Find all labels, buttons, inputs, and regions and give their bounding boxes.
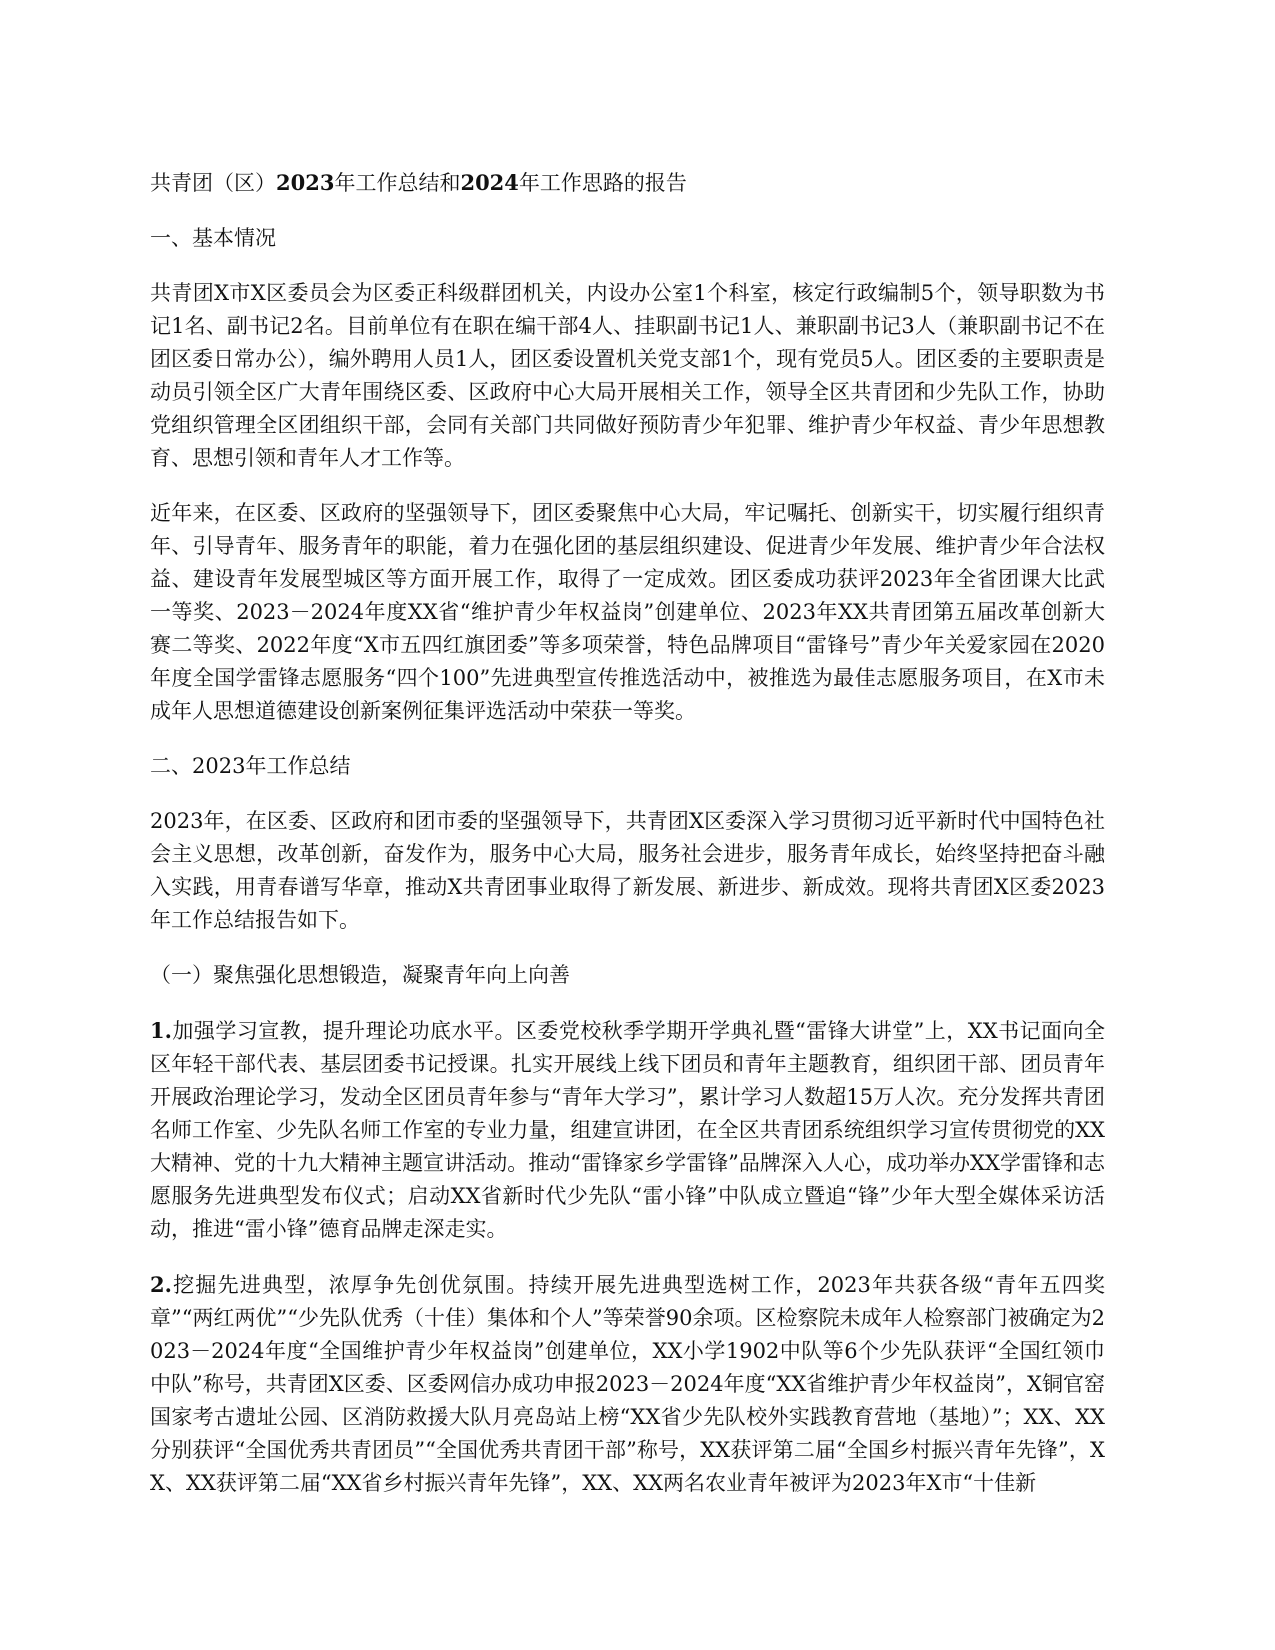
subsection-heading-thought: （一）聚焦强化思想锻造，凝聚青年向上向善 (150, 963, 570, 987)
title-year: 2024 (460, 170, 519, 195)
paragraph-item-2 (150, 1268, 1105, 1500)
item-text: 加强学习宣教，提升理论功底水平。区委党校秋季学期开学典礼暨“雷锋大讲堂”上，XX书记面向全区年轻干部代表、基层团委书记授课。扎实开展线上线下团员和青年主题教育，组织团干部、团员青年开展政治理论学习，发动全区团员青年参与“青年大学习”，累计学习人数超15万人次。充分发挥共青团名师工作室、少先队名师工作室的专业力量，组建宣讲团，在全区共青团系统组织学习宣传贯彻党的XX大精神、党的十九大精神主题宣讲活动。推动“雷锋家乡学雷锋”品牌深入人心，成功举办XX学雷锋和志愿服务先进典型发布仪式；启动XX省新时代少先队“雷小锋”中队成立暨追“锋”少年大型全媒体采访活动，推进“雷小锋”德育品牌走深走实。 (150, 1019, 1105, 1241)
title-part: 年工作总结和 (334, 171, 461, 195)
paragraph-item-1 (150, 1014, 1105, 1246)
title-part: 共青团（区） (150, 171, 276, 195)
item-number: 2. (150, 1272, 172, 1297)
title-year: 2023 (276, 170, 335, 195)
document-body (150, 166, 1105, 1522)
paragraph-basic-overview: 共青团X市X区委员会为区委正科级群团机关，内设办公室1个科室，核定行政编制5个，领导职数为书记1名、副书记2名。目前单位有在职在编干部4人、挂职副书记1人、兼职副书记3人（兼职副书记不在团区委日常办公），编外聘用人员1人，团区委设置机关党支部1个，现有党员5人。团区委的主要职责是动员引领全区广大青年围绕区委、区政府中心大局开展相关工作，领导全区共青团和少先队工作，协助党组织管理全区团组织干部，会同有关部门共同做好预防青少年犯罪、维护青少年权益、青少年思想教育、思想引领和青年人才工作等。 (150, 281, 1105, 470)
section-heading-summary: 二、2023年工作总结 (150, 754, 351, 778)
item-text: 挖掘先进典型，浓厚争先创优氛围。持续开展先进典型选树工作，2023年共获各级“青年五四奖章”“两红两优”“少先队优秀（十佳）集体和个人”等荣誉90余项。区检察院未成年人检察部门被确定为2023－2024年度“全国维护青少年权益岗”创建单位，XX小学1902中队等6个少先队获评“全国红领巾中队”称号，共青团X区委、区委网信办成功申报2023－2024年度“XX省维护青少年权益岗”，X铜官窑国家考古遗址公园、区消防救援大队月亮岛站上榜“XX省少先队校外实践教育营地（基地）”；XX、XX分别获评“全国优秀共青团员”“全国优秀共青团干部”称号，XX获评第二届“全国乡村振兴青年先锋”，XX、XX获评第二届“XX省乡村振兴青年先锋”，XX、XX两名农业青年被评为2023年X市“十佳新 (150, 1273, 1105, 1495)
paragraph-summary-intro: 2023年，在区委、区政府和团市委的坚强领导下，共青团X区委深入学习贯彻习近平新时代中国特色社会主义思想，改革创新，奋发作为，服务中心大局，服务社会进步，服务青年成长，始终坚持把奋斗融入实践，用青春谱写华章，推动X共青团事业取得了新发展、新进步、新成效。现将共青团X区委2023年工作总结报告如下。 (150, 809, 1105, 932)
section-heading-basic: 一、基本情况 (150, 226, 276, 250)
item-number: 1. (150, 1018, 172, 1043)
document-title (150, 166, 1105, 200)
title-part: 年工作思路的报告 (518, 171, 687, 195)
paragraph-recent-achievements: 近年来，在区委、区政府的坚强领导下，团区委聚焦中心大局，牢记嘱托、创新实干，切实履行组织青年、引导青年、服务青年的职能，着力在强化团的基层组织建设、促进青少年发展、维护青少年合法权益、建设青年发展型城区等方面开展工作，取得了一定成效。团区委成功获评2023年全省团课大比武一等奖、2023－2024年度XX省“维护青少年权益岗”创建单位、2023年XX共青团第五届改革创新大赛二等奖、2022年度“X市五四红旗团委”等多项荣誉，特色品牌项目“雷锋号”青少年关爱家园在2020年度全国学雷锋志愿服务“四个100”先进典型宣传推选活动中，被推选为最佳志愿服务项目，在X市未成年人思想道德建设创新案例征集评选活动中荣获一等奖。 (150, 501, 1105, 723)
